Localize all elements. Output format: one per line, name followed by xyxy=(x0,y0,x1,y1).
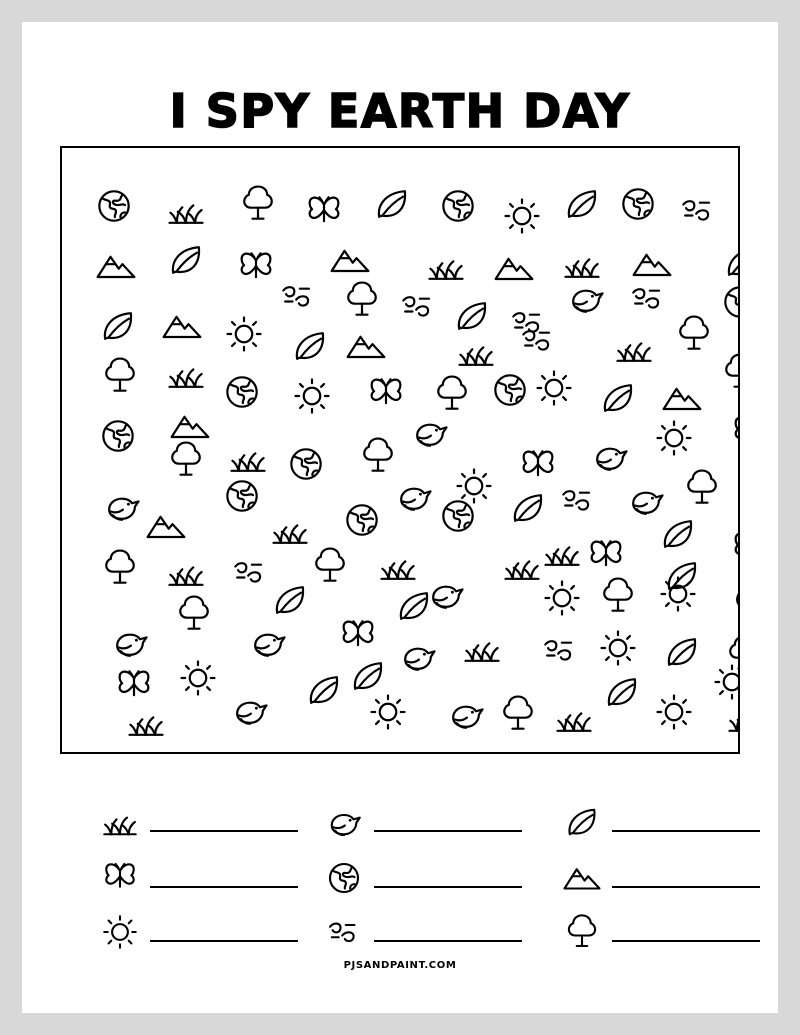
grid-icon-wind xyxy=(538,628,582,672)
grid-icon-tree xyxy=(236,182,280,226)
grid-icon-tree xyxy=(340,278,384,322)
grid-icon-grass xyxy=(460,626,504,670)
grid-icon-mountain xyxy=(328,238,372,282)
grid-icon-bird xyxy=(108,620,152,664)
grid-icon-tree xyxy=(164,438,208,482)
grid-icon-sun xyxy=(596,626,640,670)
grid-icon-leaf xyxy=(346,654,390,698)
count-write-in-line[interactable] xyxy=(612,940,760,942)
grid-icon-tree xyxy=(98,546,142,590)
grid-icon-earth xyxy=(616,182,660,226)
grid-icon-butterfly xyxy=(584,534,628,578)
grid-icon-tree xyxy=(718,350,740,394)
grid-icon-sun xyxy=(540,576,584,620)
grid-icon-bird xyxy=(228,688,272,732)
sun-icon xyxy=(98,911,142,953)
tree-icon xyxy=(560,911,604,953)
grid-icon-wind xyxy=(228,550,272,594)
grid-icon-wind xyxy=(396,284,440,328)
grid-icon-sun xyxy=(652,416,696,460)
grid-icon-bird xyxy=(246,620,290,664)
grid-icon-leaf xyxy=(96,304,140,348)
count-write-in-line[interactable] xyxy=(612,830,760,832)
grid-icon-mountain xyxy=(144,504,188,548)
count-write-in-line[interactable] xyxy=(612,886,760,888)
grid-icon-grass xyxy=(124,700,168,744)
grid-icon-earth xyxy=(340,498,384,542)
grid-icon-bird xyxy=(588,434,632,478)
grid-icon-mountain xyxy=(660,376,704,420)
answer-key xyxy=(60,770,740,950)
grid-icon-earth xyxy=(220,474,264,518)
grid-icon-tree xyxy=(308,544,352,588)
grid-icon-wind xyxy=(516,318,560,362)
grid-icon-sun xyxy=(222,312,266,356)
worksheet-page xyxy=(22,22,778,1013)
grid-icon-grass xyxy=(164,188,208,232)
grid-icon-sun xyxy=(710,660,740,704)
grid-icon-tree xyxy=(680,466,724,510)
grid-icon-leaf xyxy=(720,240,740,284)
grid-icon-tree xyxy=(356,434,400,478)
key-row-mountain xyxy=(560,856,760,900)
page-title: I SPY EARTH DAY xyxy=(169,84,631,138)
grid-icon-wind xyxy=(556,478,600,522)
grid-icon-wind xyxy=(626,276,670,320)
grid-icon-earth xyxy=(436,494,480,538)
grid-icon-bird xyxy=(392,474,436,518)
key-row-leaf xyxy=(560,800,760,844)
grid-icon-leaf xyxy=(560,182,604,226)
grid-icon-grass xyxy=(612,326,656,370)
count-write-in-line[interactable] xyxy=(374,830,522,832)
grid-icon-butterfly xyxy=(234,246,278,290)
grid-icon-butterfly xyxy=(728,410,740,454)
grass-icon xyxy=(98,801,142,843)
grid-icon-wind xyxy=(676,188,720,232)
footer-credit: PJSANDPAINT.COM xyxy=(343,960,457,971)
key-row-sun xyxy=(98,910,298,954)
grid-icon-leaf xyxy=(506,486,550,530)
grid-icon-earth xyxy=(488,368,532,412)
grid-icon-wind xyxy=(276,274,320,318)
leaf-icon xyxy=(560,801,604,843)
grid-icon-leaf xyxy=(268,578,312,622)
grid-icon-tree xyxy=(596,574,640,618)
grid-icon-grass xyxy=(164,352,208,396)
grid-icon-earth xyxy=(284,442,328,486)
grid-icon-leaf xyxy=(370,182,414,226)
grid-icon-butterfly xyxy=(728,526,740,570)
count-write-in-line[interactable] xyxy=(150,940,298,942)
i-spy-grid xyxy=(60,146,740,754)
key-row-butterfly xyxy=(98,856,298,900)
grid-icon-earth xyxy=(436,184,480,228)
grid-icon-mountain xyxy=(94,244,138,288)
grid-icon-butterfly xyxy=(364,372,408,416)
count-write-in-line[interactable] xyxy=(150,886,298,888)
grid-icon-grass xyxy=(164,550,208,594)
grid-icon-butterfly xyxy=(302,190,346,234)
grid-icon-earth xyxy=(718,280,740,324)
grid-icon-leaf xyxy=(288,324,332,368)
key-row-grass xyxy=(98,800,298,844)
count-write-in-line[interactable] xyxy=(374,886,522,888)
grid-icon-earth xyxy=(96,414,140,458)
grid-icon-tree xyxy=(172,592,216,636)
grid-icon-bird xyxy=(444,692,488,736)
grid-icon-sun xyxy=(176,656,220,700)
mountain-icon xyxy=(560,857,604,899)
key-row-tree xyxy=(560,910,760,954)
grid-icon-grass xyxy=(552,696,596,740)
grid-icon-sun xyxy=(500,194,544,238)
key-row-wind xyxy=(322,910,522,954)
key-row-bird xyxy=(322,800,522,844)
grid-icon-bird xyxy=(408,410,452,454)
wind-icon xyxy=(322,911,366,953)
grid-icon-wind xyxy=(734,468,740,512)
grid-icon-mountain xyxy=(344,324,388,368)
grid-icon-bird xyxy=(100,484,144,528)
count-write-in-line[interactable] xyxy=(374,940,522,942)
bird-icon xyxy=(322,801,366,843)
grid-icon-leaf xyxy=(600,670,644,714)
grid-icon-grass xyxy=(540,530,584,574)
grid-icon-tree xyxy=(496,692,540,736)
grid-icon-mountain xyxy=(492,246,536,290)
earth-icon xyxy=(322,857,366,899)
grid-icon-tree xyxy=(672,312,716,356)
grid-icon-leaf xyxy=(302,668,346,712)
grid-icon-mountain xyxy=(160,304,204,348)
grid-icon-leaf xyxy=(164,238,208,282)
grid-icon-butterfly xyxy=(336,614,380,658)
grid-icon-sun xyxy=(532,366,576,410)
grid-icon-bird xyxy=(728,574,740,618)
grid-icon-leaf xyxy=(656,512,700,556)
grid-icon-bird xyxy=(396,634,440,678)
key-row-earth xyxy=(322,856,522,900)
grid-icon-leaf xyxy=(660,630,704,674)
grid-icon-leaf xyxy=(596,376,640,420)
grid-icon-bird xyxy=(424,572,468,616)
butterfly-icon xyxy=(98,857,142,899)
grid-icon-tree xyxy=(98,354,142,398)
grid-icon-bird xyxy=(564,276,608,320)
grid-icon-grass xyxy=(424,244,468,288)
grid-icon-grass xyxy=(500,544,544,588)
grid-icon-grass xyxy=(376,544,420,588)
grid-icon-earth xyxy=(92,184,136,228)
grid-icon-earth xyxy=(220,370,264,414)
grid-icon-sun xyxy=(290,374,334,418)
grid-icon-grass xyxy=(268,508,312,552)
grid-icon-butterfly xyxy=(516,444,560,488)
grid-icon-sun xyxy=(652,690,696,734)
grid-icon-sun xyxy=(656,572,700,616)
count-write-in-line[interactable] xyxy=(150,830,298,832)
